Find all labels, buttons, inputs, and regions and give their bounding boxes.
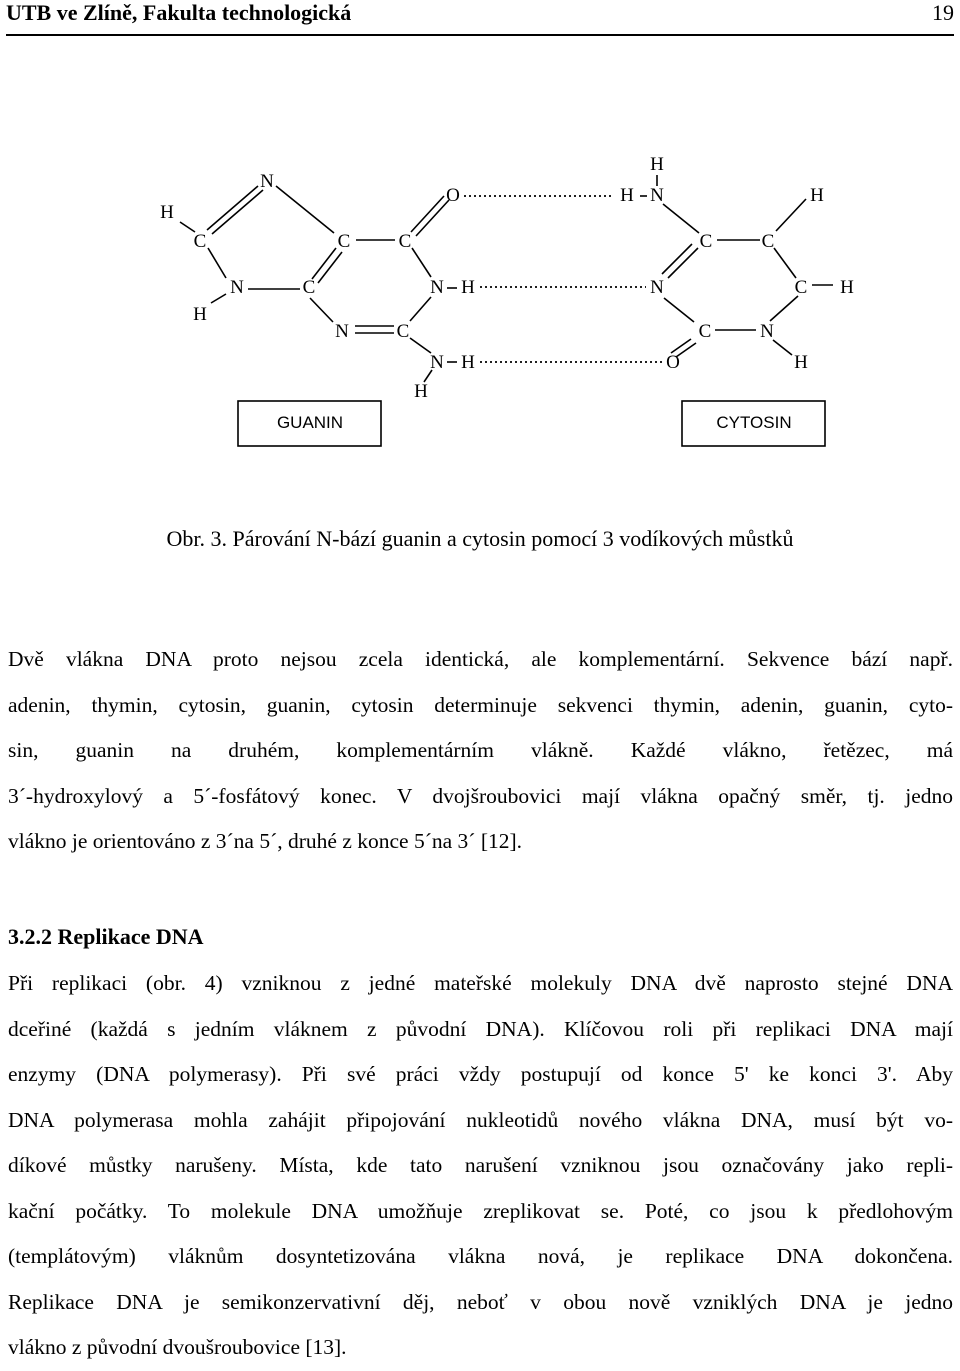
paragraph-line: adenin, thymin, cytosin, guanin, cytosin determinuje sekvenci thymin, adenin, guanin, cyto- — [8, 692, 953, 717]
atom-c-n3: N — [760, 321, 774, 342]
paragraph-line: vlákno z původní dvoušroubovice [13]. — [8, 1335, 347, 1359]
atom-c-c2: C — [761, 231, 775, 252]
paragraph-line: sin, guanin na druhém, komplementárním vlákně. Každé vlákno, řetězec, má — [8, 738, 953, 762]
atom-g-h3: H — [461, 277, 475, 298]
paragraph-2 — [8, 961, 953, 1371]
atom-g-n4: N — [335, 321, 349, 342]
paragraph-line: 3´-hydroxylový a 5´-fosfátový konec. V dvojšroubovici mají vlákna opačný směr, tj. jedno — [8, 783, 953, 808]
figure-guanine-cytosine — [0, 150, 960, 460]
atom-g-n3: N — [430, 277, 444, 298]
bond — [412, 248, 431, 277]
atom-c-h3: H — [810, 185, 824, 206]
atom-c-h1: H — [650, 154, 664, 175]
atom-g-o: O — [446, 185, 460, 206]
bond — [411, 196, 444, 232]
atom-g-c1: C — [193, 231, 207, 252]
atom-g-c3: C — [398, 231, 412, 252]
hydrogen-bonds — [464, 196, 662, 362]
bond — [774, 248, 796, 278]
atom-c-h2: H — [620, 185, 634, 206]
paragraph-line: enzymy (DNA polymerasy). Při své práci vždy postupují od konce 5' ke konci 3'. Aby — [8, 1062, 953, 1086]
atom-g-h5: H — [414, 381, 428, 402]
bond — [410, 338, 431, 353]
bond — [310, 298, 333, 322]
bonds — [180, 175, 833, 382]
atom-c-c1: C — [699, 231, 713, 252]
atom-g-h4: H — [461, 352, 475, 373]
bond — [416, 200, 449, 236]
paragraph-line: DNA polymerasa mohla zahájit připojování nukleotidů nového vlákna DNA, musí být vo- — [8, 1107, 953, 1132]
atom-g-n5: N — [430, 352, 444, 373]
atom-g-h2: H — [193, 304, 207, 325]
atom-c-n2: N — [650, 277, 664, 298]
paragraph-line: kační počátky. To molekule DNA umožňuje zreplikovat se. Poté, co jsou k předlohovým — [8, 1198, 953, 1223]
page-number: 19 — [932, 0, 954, 25]
bond — [773, 340, 792, 355]
atom-c-c3: C — [794, 277, 808, 298]
atom-g-n1: N — [260, 171, 274, 192]
section-heading: 3.2.2 Replikace DNA — [8, 924, 204, 949]
atom-g-n2: N — [230, 277, 244, 298]
bond — [208, 248, 226, 278]
guanin-label: GUANIN — [276, 413, 344, 432]
bond — [671, 339, 691, 353]
bond — [664, 298, 694, 322]
paragraph-line: vlákno je orientováno z 3´na 5´, druhé z konce 5´na 3´ [12]. — [8, 829, 523, 853]
bond — [663, 204, 699, 233]
bond — [770, 296, 798, 321]
atom-labels — [160, 154, 854, 402]
cytosin-label: CYTOSIN — [716, 413, 792, 432]
atom-g-h1: H — [160, 202, 174, 223]
bond — [212, 190, 263, 234]
atom-c-c4: C — [698, 321, 712, 342]
paragraph-line: Replikace DNA je semikonzervativní děj, neboť v obou nově vzniklých DNA je jedno — [8, 1289, 953, 1314]
bond — [207, 186, 258, 230]
bond — [211, 294, 226, 303]
molecule-diagram — [0, 150, 960, 460]
bond — [776, 199, 806, 231]
atom-g-c2: C — [337, 231, 351, 252]
atom-c-h5: H — [794, 352, 808, 373]
paragraph-1 — [8, 637, 953, 865]
bond — [276, 186, 334, 233]
atom-c-n1: N — [650, 185, 664, 206]
header-rule — [6, 34, 954, 36]
atom-c-h4: H — [840, 277, 854, 298]
figure-caption: Obr. 3. Párování N-bází guanin a cytosin pomocí 3 vodíkových můstků — [166, 526, 794, 551]
atom-g-c5: C — [396, 321, 410, 342]
atom-g-c4: C — [302, 277, 316, 298]
paragraph-line: díkové můstky narušeny. Místa, kde tato narušení vzniknou jsou označovány jako repli- — [8, 1153, 953, 1177]
paragraph-line: Při replikaci (obr. 4) vzniknou z jedné mateřské molekuly DNA dvě naprosto stejné DNA — [8, 971, 953, 995]
paragraph-line: Dvě vlákna DNA proto nejsou zcela identická, ale komplementární. Sekvence bází např. — [8, 647, 953, 671]
bond — [410, 297, 431, 321]
paragraph-line: dceřiné (každá s jedním vláknem z původní DNA). Klíčovou roli při replikaci DNA mají — [8, 1016, 953, 1041]
header-title: UTB ve Zlíně, Fakulta technologická — [6, 0, 352, 25]
atom-c-o: O — [666, 352, 680, 373]
page-header — [6, 0, 954, 36]
paragraph-line: (templátovým) vláknům dosyntetizována vlákna nová, je replikace DNA dokončena. — [8, 1244, 953, 1268]
